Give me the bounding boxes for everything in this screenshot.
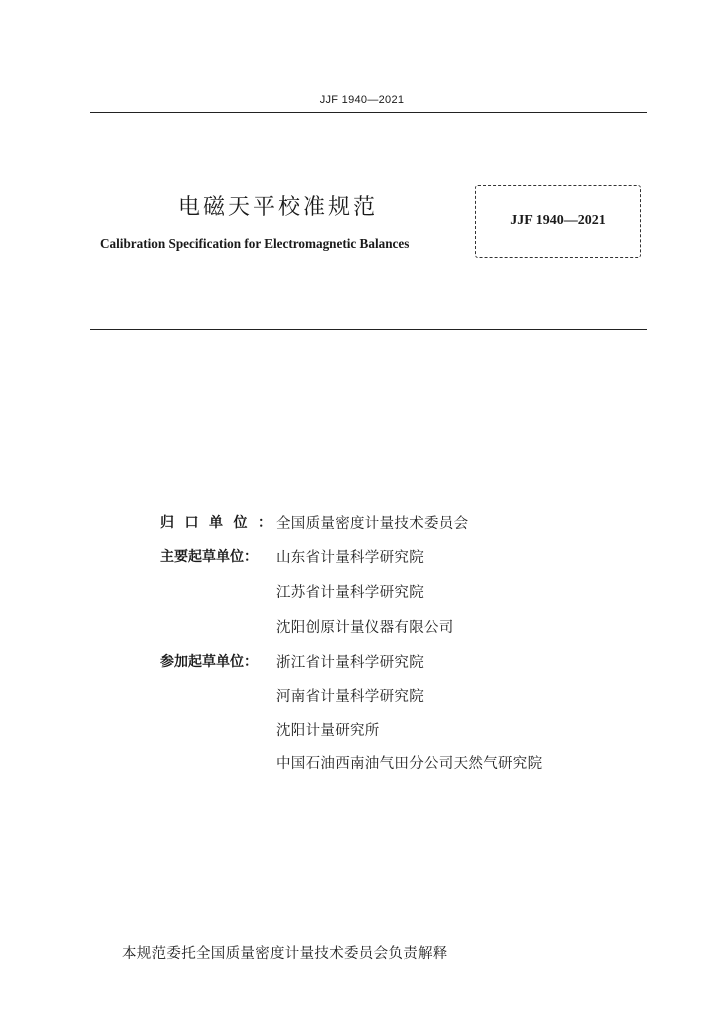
middle-rule	[90, 329, 647, 330]
participating-drafting-unit-value: 河南省计量科学研究院	[276, 688, 424, 705]
participating-drafting-unit-value: 浙江省计量科学研究院	[276, 654, 424, 671]
centralized-unit-label: 归口单位：	[160, 515, 283, 531]
participating-drafting-unit-value: 中国石油西南油气田分公司天然气研究院	[276, 755, 543, 772]
info-row-participating-drafting-1	[160, 650, 424, 672]
footer-note: 本规范委托全国质量密度计量技术委员会负责解释	[122, 946, 448, 962]
info-row-participating-drafting-2	[160, 684, 424, 706]
main-drafting-unit-value: 江苏省计量科学研究院	[276, 584, 424, 601]
centralized-unit-value: 全国质量密度计量技术委员会	[276, 515, 469, 532]
main-drafting-unit-value: 山东省计量科学研究院	[276, 549, 424, 566]
title-english: Calibration Specification for Electromagnetic Balances	[100, 236, 410, 251]
code-box-text: JJF 1940—2021	[510, 213, 606, 228]
main-drafting-units-label: 主要起草单位：	[160, 549, 258, 565]
info-row-participating-drafting-3	[160, 718, 380, 740]
info-row-main-drafting-1	[160, 545, 424, 567]
participating-drafting-unit-value: 沈阳计量研究所	[276, 722, 380, 739]
info-row-main-drafting-3	[160, 615, 454, 637]
main-drafting-unit-value: 沈阳创原计量仪器有限公司	[276, 619, 454, 636]
info-row-centralized-unit	[160, 511, 468, 533]
title-chinese: 电磁天平校准规范	[178, 195, 379, 220]
info-row-participating-drafting-4	[160, 751, 542, 773]
participating-drafting-units-label: 参加起草单位：	[160, 654, 258, 670]
top-rule	[90, 112, 647, 113]
header-code: JJF 1940—2021	[319, 94, 405, 106]
info-row-main-drafting-2	[160, 580, 424, 602]
